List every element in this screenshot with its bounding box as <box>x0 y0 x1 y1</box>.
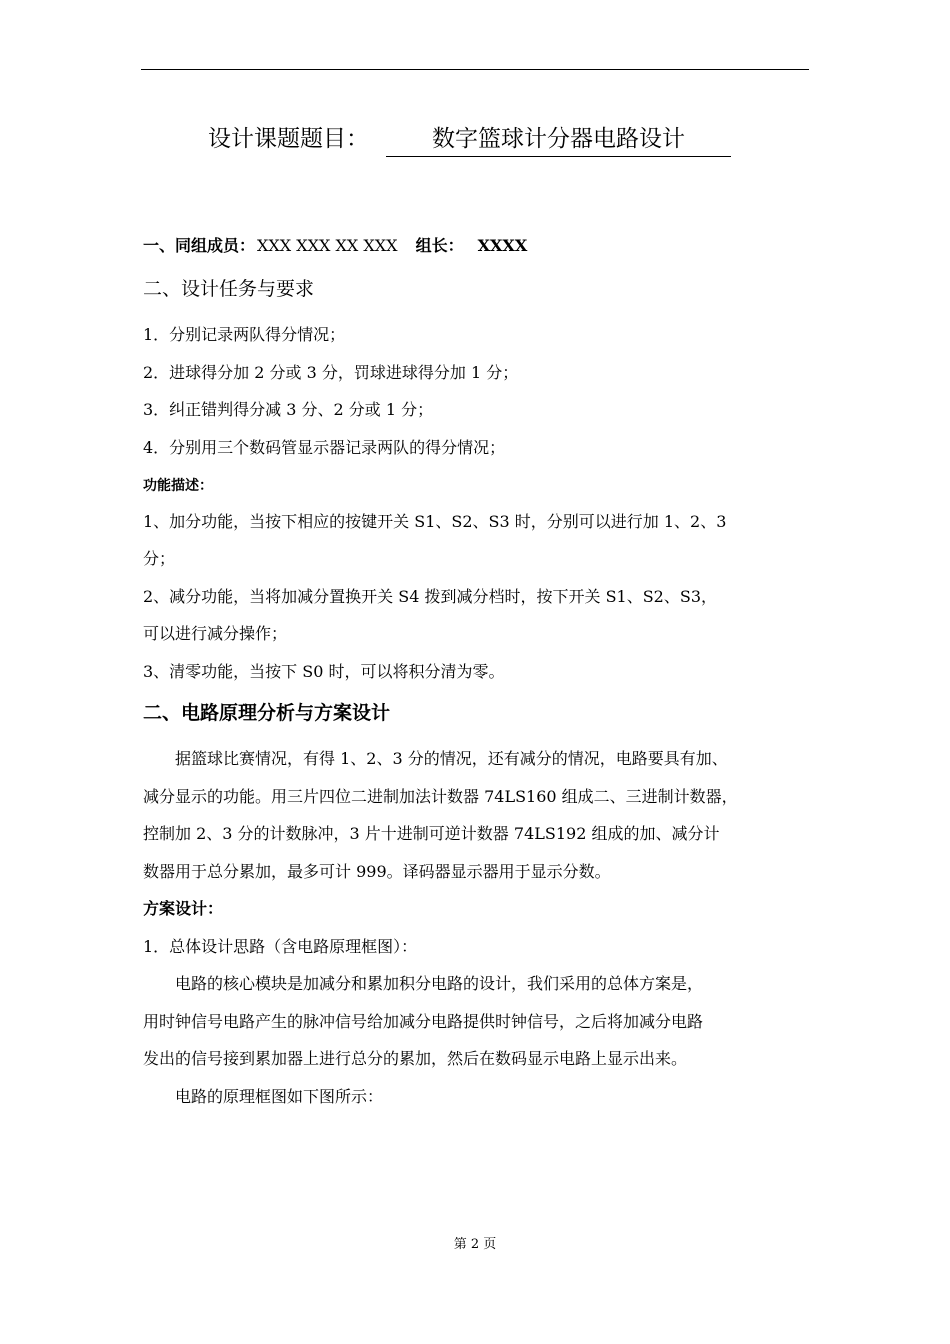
task-item: 4．分别用三个数码管显示器记录两队的得分情况； <box>143 438 506 457</box>
title-label: 设计课题题目： <box>208 126 369 152</box>
task-item: 2．进球得分加 2 分或 3 分，罚球进球得分加 1 分； <box>143 363 519 382</box>
function-line: 分； <box>143 549 176 568</box>
circuit-paragraph-line: 减分显示的功能。用三片四位二进制加法计数器 74LS160 组成二、三进制计数器， <box>143 787 738 806</box>
leader-name: XXXX <box>477 236 528 255</box>
section-tasks-heading: 二、设计任务与要求 <box>143 278 315 300</box>
task-item: 3．纠正错判得分减 3 分、2 分或 1 分； <box>143 400 434 419</box>
leader-label: 组长： <box>415 236 464 255</box>
header-rule <box>141 69 809 70</box>
scheme-item-1: 1．总体设计思路（含电路原理框图）： <box>143 937 418 956</box>
circuit-paragraph-line: 控制加 2、3 分的计数脉冲，3 片十进制可逆计数器 74LS192 组成的加、减分计 <box>143 824 720 843</box>
circuit-paragraph-line: 据篮球比赛情况，有得 1、2、3 分的情况，还有减分的情况，电路要具有加、 <box>143 749 728 768</box>
scheme-paragraph-line: 电路的原理框图如下图所示： <box>143 1087 384 1106</box>
scheme-heading: 方案设计： <box>143 899 224 918</box>
scheme-paragraph-line: 电路的核心模块是加减分和累加积分电路的设计，我们采用的总体方案是， <box>143 974 704 993</box>
function-line: 2、减分功能，当将加减分置换开关 S4 拨到减分档时，按下开关 S1、S2、S3， <box>143 587 718 606</box>
function-line: 可以进行减分操作； <box>143 624 288 643</box>
members-names: XXX XXX XX XXX <box>257 236 398 255</box>
circuit-paragraph-line: 数器用于总分累加，最多可计 999。译码器显示器用于显示分数。 <box>143 862 611 881</box>
function-heading: 功能描述： <box>143 478 213 494</box>
task-item: 1．分别记录两队得分情况； <box>143 325 346 344</box>
section-circuit-heading: 二、电路原理分析与方案设计 <box>143 702 391 724</box>
title-value: 数字篮球计分器电路设计 <box>386 120 731 157</box>
members-line <box>143 233 813 256</box>
function-line: 1、加分功能，当按下相应的按键开关 S1、S2、S3 时，分别可以进行加 1、2、3 <box>143 512 727 531</box>
title-row <box>208 118 768 158</box>
scheme-paragraph-line: 发出的信号接到累加器上进行总分的累加，然后在数码显示电路上显示出来。 <box>143 1049 688 1068</box>
page-number: 第 2 页 <box>453 1237 497 1252</box>
scheme-paragraph-line: 用时钟信号电路产生的脉冲信号给加减分电路提供时钟信号，之后将加减分电路 <box>143 1012 704 1031</box>
members-prefix: 一、同组成员： <box>143 236 256 255</box>
function-line: 3、清零功能，当按下 S0 时，可以将积分清为零。 <box>143 662 505 681</box>
